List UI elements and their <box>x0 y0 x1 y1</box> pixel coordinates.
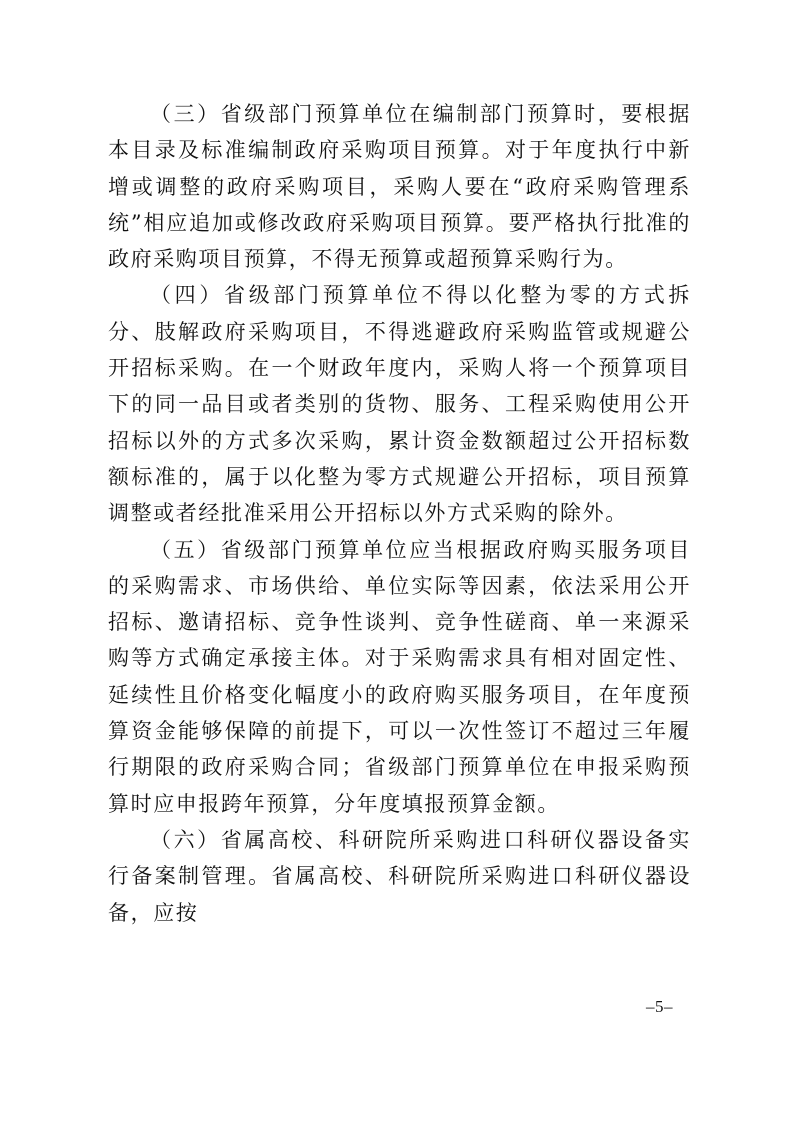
paragraph-5: （五）省级部门预算单位应当根据政府购买服务项目的采购需求、市场供给、单位实际等因素，依法采用公开招标、邀请招标、竞争性谈判、竞争性磋商、单一来源采购等方式确定承接主体。对于采购需求具有相对固定性、延续性且价格变化幅度小的政府购买服务项目，在年度预算资金能够保障的前提下，可以一次性签订不超过三年履行期限的政府采购合同；省级部门预算单位在申报采购预算时应申报跨年预算，分年度填报预算金额。 <box>108 537 691 816</box>
paragraph-4: （四）省级部门预算单位不得以化整为零的方式拆分、肢解政府采购项目，不得逃避政府采购监管或规避公开招标采购。在一个财政年度内，采购人将一个预算项目下的同一品目或者类别的货物、服务、工程采购使用公开招标以外的方式多次采购，累计资金数额超过公开招标数额标准的，属于以化整为零方式规避公开招标，项目预算调整或者经批准采用公开招标以外方式采购的除外。 <box>108 283 691 526</box>
document-body <box>108 96 691 931</box>
page-number: –5– <box>646 997 673 1016</box>
paragraph-3: （三）省级部门预算单位在编制部门预算时，要根据本目录及标准编制政府采购项目预算。对于年度执行中新增或调整的政府采购项目，采购人要在“政府采购管理系统”相应追加或修改政府采购项目预算。要严格执行批准的政府采购项目预算，不得无预算或超预算采购行为。 <box>108 102 691 272</box>
paragraph-6: （六）省属高校、科研院所采购进口科研仪器设备实行备案制管理。省属高校、科研院所采购进口科研仪器设备，应按 <box>108 827 691 925</box>
